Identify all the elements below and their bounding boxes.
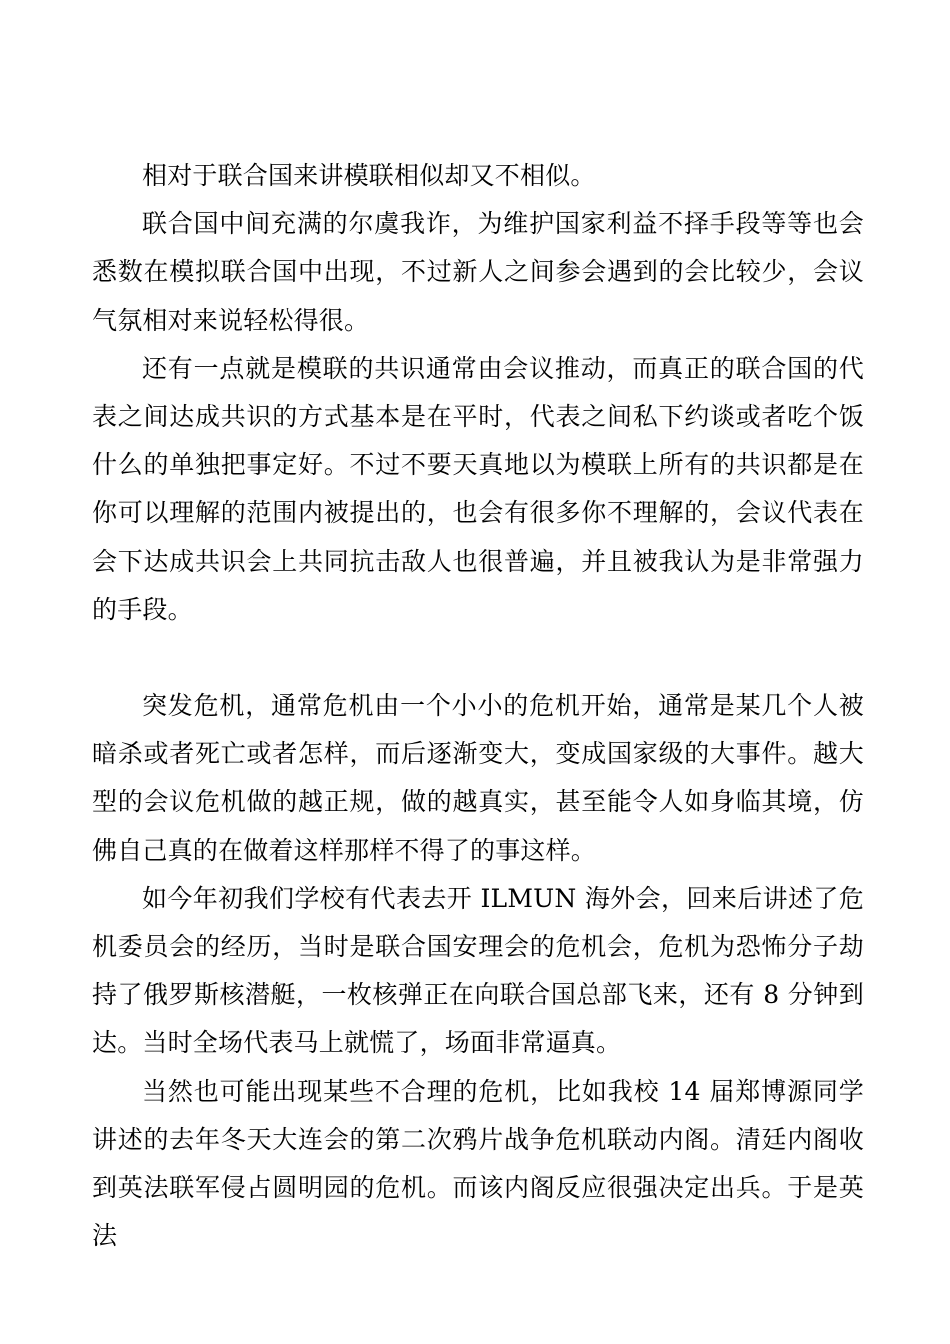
paragraph-1: 相对于联合国来讲模联相似却又不相似。 (142, 161, 596, 190)
paragraph-5: 如今年初我们学校有代表去开 ILMUN 海外会，回来后讲述了危机委员会的经历，当时是联合国安理会的危机会，危机为恐怖分子劫持了俄罗斯核潜艇，一枚核弹正在向联合国总部飞来，还有 8 分钟到达。当时全场代表马上就慌了，场面非常逼真。 (92, 883, 864, 1058)
paragraph-3: 还有一点就是模联的共识通常由会议推动，而真正的联合国的代表之间达成共识的方式基本是在平时，代表之间私下约谈或者吃个饭什么的单独把事定好。不过不要天真地以为模联上所有的共识都是在你可以理解的范围内被提出的，也会有很多你不理解的，会议代表在会下达成共识会上共同抗击敌人也很普遍，并且被我认为是非常强力的手段。 (92, 353, 864, 624)
document-body (92, 152, 864, 1260)
paragraph-2: 联合国中间充满的尔虞我诈，为维护国家利益不择手段等等也会悉数在模拟联合国中出现，不过新人之间参会遇到的会比较少，会议气氛相对来说轻松得很。 (92, 209, 864, 335)
paragraph-gap (92, 634, 864, 682)
paragraph-6: 当然也可能出现某些不合理的危机，比如我校 14 届郑博源同学讲述的去年冬天大连会的第二次鸦片战争危机联动内阁。清廷内阁收到英法联军侵占圆明园的危机。而该内阁反应很强决定出兵。于是英法 (92, 1076, 864, 1251)
paragraph-4: 突发危机，通常危机由一个小小的危机开始，通常是某几个人被暗杀或者死亡或者怎样，而后逐渐变大，变成国家级的大事件。越大型的会议危机做的越正规，做的越真实，甚至能令人如身临其境，仿佛自己真的在做着这样那样不得了的事这样。 (92, 691, 864, 865)
